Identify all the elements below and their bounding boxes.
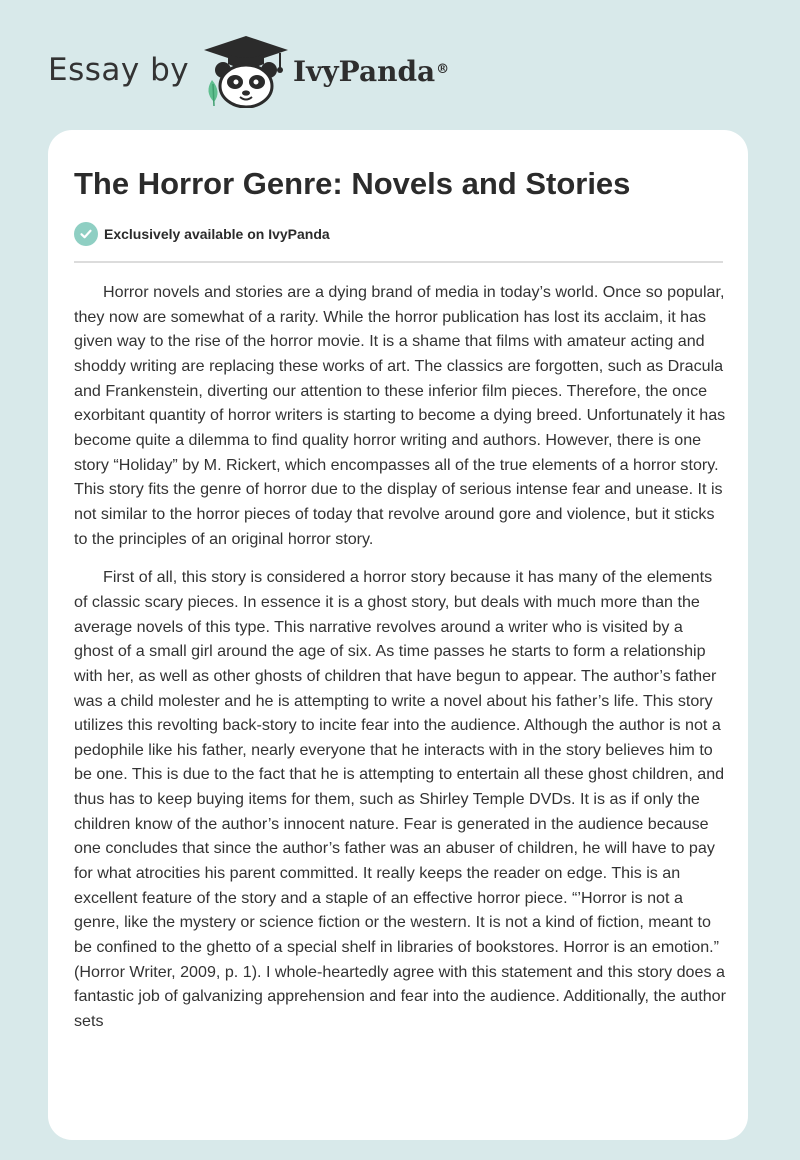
check-badge <box>74 222 98 246</box>
registered-mark: ® <box>436 62 450 77</box>
essay-body <box>74 280 726 1048</box>
essay-by-label: Essay by <box>48 52 190 88</box>
essay-card <box>48 130 748 1140</box>
check-icon <box>79 227 93 241</box>
panda-logo-icon <box>200 34 292 108</box>
brand-name-text: IvyPanda <box>293 55 436 88</box>
availability-badge <box>74 222 330 246</box>
page-title: The Horror Genre: Novels and Stories <box>74 166 631 201</box>
essay-paragraph-2: First of all, this story is considered a horror story because it has many of the elements of classic scary pieces. In essence it is a ghost story, but deals with much more than the average novels of this type. This narrative revolves around a writer who is visited by a ghost of a small girl around the age of six. As time passes he starts to form a relationship with her, as well as other ghosts of children that have begun to appear. The author’s father was a child molester and he is attempting to write a novel about his father’s life. This story utilizes this revolting back-story to incite fear into the audience. Although the author is not a pedophile like his father, nearly everyone that he interacts with in the story believes him to be one. This is due to the fact that he is attempting to entertain all these ghost children, and thus has to keep buying items for them, such as Shirley Temple DVDs. It is as if only the children know of the author’s innocent nature. Fear is generated in the audience because one concludes that since the author’s father was an abuser of children, he will have to pay for what atrocities his parent committed. It really keeps the reader on edge. This is an excellent feature of the story and a staple of an effective horror piece. “’Horror is not a genre, like the mystery or science fiction or the western. It is not a kind of fiction, meant to be confined to the ghetto of a special shelf in libraries of bookstores. Horror is an emotion.” (Horror Writer, 2009, p. 1). I whole-heartedly agree with this statement and this story does a fantastic job of galvanizing apprehension and fear into the audience. Additionally, the author sets <box>74 568 726 1031</box>
site-header <box>0 0 800 120</box>
badge-text: Exclusively available on IvyPanda <box>104 226 330 242</box>
brand-name <box>293 52 449 92</box>
essay-paragraph-1: Horror novels and stories are a dying brand of media in today’s world. Once so popular, they now are somewhat of a rarity. While the horror publication has lost its acclaim, it has given way to the rise of the horror movie. It is a shame that films with amateur acting and shoddy writing are replacing these works of art. The classics are forgotten, such as Dracula and Frankenstein, diverting our attention to these inferior film pieces. Therefore, the once exorbitant quantity of horror writers is starting to become a dying breed. Unfortunately it has become quite a dilemma to find quality horror writing and authors. However, there is one story “Holiday” by M. Rickert, which encompasses all of the true elements of a horror story. This story fits the genre of horror due to the display of serious intense fear and unease. It is not similar to the horror pieces of today that revolve around gore and violence, but it sticks to the principles of an original horror story. <box>74 283 726 548</box>
divider <box>74 261 723 263</box>
